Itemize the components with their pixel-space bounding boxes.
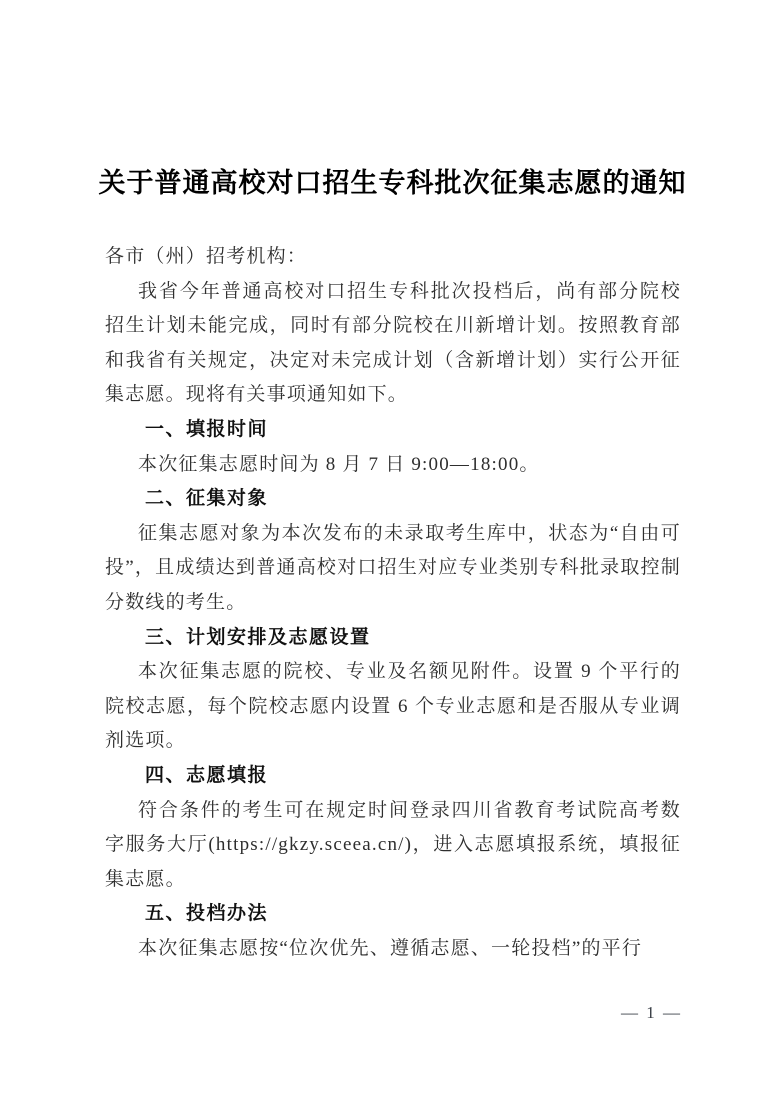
document-title: 关于普通高校对口招生专科批次征集志愿的通知	[98, 168, 687, 198]
section-body-archiving-method: 本次征集志愿按“位次优先、遵循志愿、一轮投档”的平行	[138, 937, 643, 959]
section-heading-volunteer-filing: 四、志愿填报	[145, 764, 269, 786]
section-heading-plan-and-volunteer-setup: 三、计划安排及志愿设置	[145, 626, 371, 648]
document-body	[105, 240, 681, 966]
section-body-filing-time: 本次征集志愿时间为 8 月 7 日 9:00—18:00。	[138, 453, 540, 475]
section-heading-archiving-method: 五、投档办法	[145, 903, 269, 925]
section-body-target-candidates: 征集志愿对象为本次发布的未录取考生库中，状态为“自由可投”，且成绩达到普通高校对口招生对应专业类别专科批录取控制分数线的考生。	[105, 522, 681, 613]
salutation-line: 各市（州）招考机构：	[105, 246, 308, 267]
section-heading-filing-time: 一、填报时间	[145, 418, 269, 440]
section-heading-target-candidates: 二、征集对象	[145, 488, 269, 510]
page-number: — 1 —	[621, 1003, 682, 1022]
section-body-plan-and-volunteer-setup: 本次征集志愿的院校、专业及名额见附件。设置 9 个平行的院校志愿，每个院校志愿内设置 6 个专业志愿和是否服从专业调剂选项。	[105, 661, 681, 752]
intro-paragraph: 我省今年普通高校对口招生专科批次投档后，尚有部分院校招生计划未能完成，同时有部分院校在川新增计划。按照教育部和我省有关规定，决定对未完成计划（含新增计划）实行公开征集志愿。现将有关事项通知如下。	[105, 280, 681, 406]
section-body-volunteer-filing: 符合条件的考生可在规定时间登录四川省教育考试院高考数字服务大厅(https://gkzy.sceea.cn/)，进入志愿填报系统，填报征集志愿。	[105, 799, 681, 890]
